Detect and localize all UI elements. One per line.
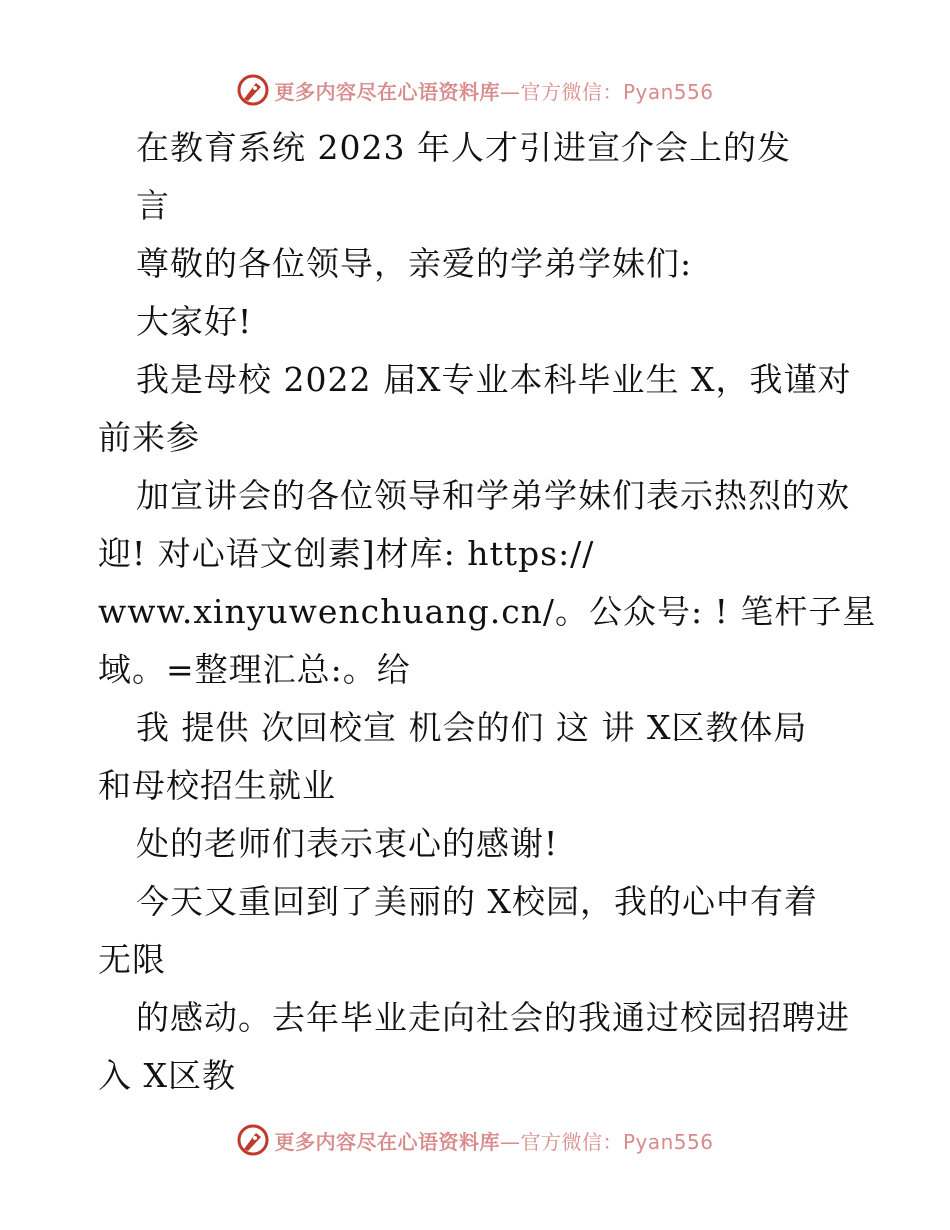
paragraph-line: 迎! 对心语文创素]材库: https:// (98, 534, 595, 573)
footer-brand-text: 更多内容尽在心语资料库—官方微信：Pyan556 (274, 1129, 714, 1154)
paragraph-line: 今天又重回到了美丽的 X校园，我的心中有着 (136, 882, 818, 921)
paragraph-line: 前来参 (98, 418, 200, 457)
paragraph-line: 入 X区教 (98, 1056, 236, 1095)
paragraph-line: 无限 (98, 940, 166, 979)
title-line-2: 言 (136, 186, 170, 225)
footer-watermark (0, 1120, 950, 1160)
paragraph-line: 和母校招生就业 (98, 766, 336, 805)
paragraph-line: 我是母校 2022 届X专业本科毕业生 X，我谨对 (136, 360, 852, 399)
pen-logo-icon (236, 73, 270, 107)
greeting: 大家好! (136, 302, 253, 341)
header-watermark (0, 70, 950, 110)
salutation: 尊敬的各位领导，亲爱的学弟学妹们: (136, 244, 693, 283)
title-line-1: 在教育系统 2023 年人才引进宣介会上的发 (136, 128, 791, 167)
paragraph-line: 加宣讲会的各位领导和学弟学妹们表示热烈的欢 (136, 476, 850, 515)
paragraph-line: 的感动。去年毕业走向社会的我通过校园招聘进 (136, 998, 850, 1037)
paragraph-line: 我 提供 次回校宣 机会的们 这 讲 X区教体局 (136, 708, 808, 747)
pen-logo-icon (236, 1123, 270, 1157)
paragraph-line: 处的老师们表示衷心的感谢! (136, 824, 559, 863)
paragraph-line: 域。=整理汇总:。给 (98, 650, 411, 689)
header-brand-text: 更多内容尽在心语资料库—官方微信：Pyan556 (274, 79, 714, 104)
paragraph-line: www.xinyuwenchuang.cn/。公众号: ! 笔杆子星 (98, 592, 877, 631)
